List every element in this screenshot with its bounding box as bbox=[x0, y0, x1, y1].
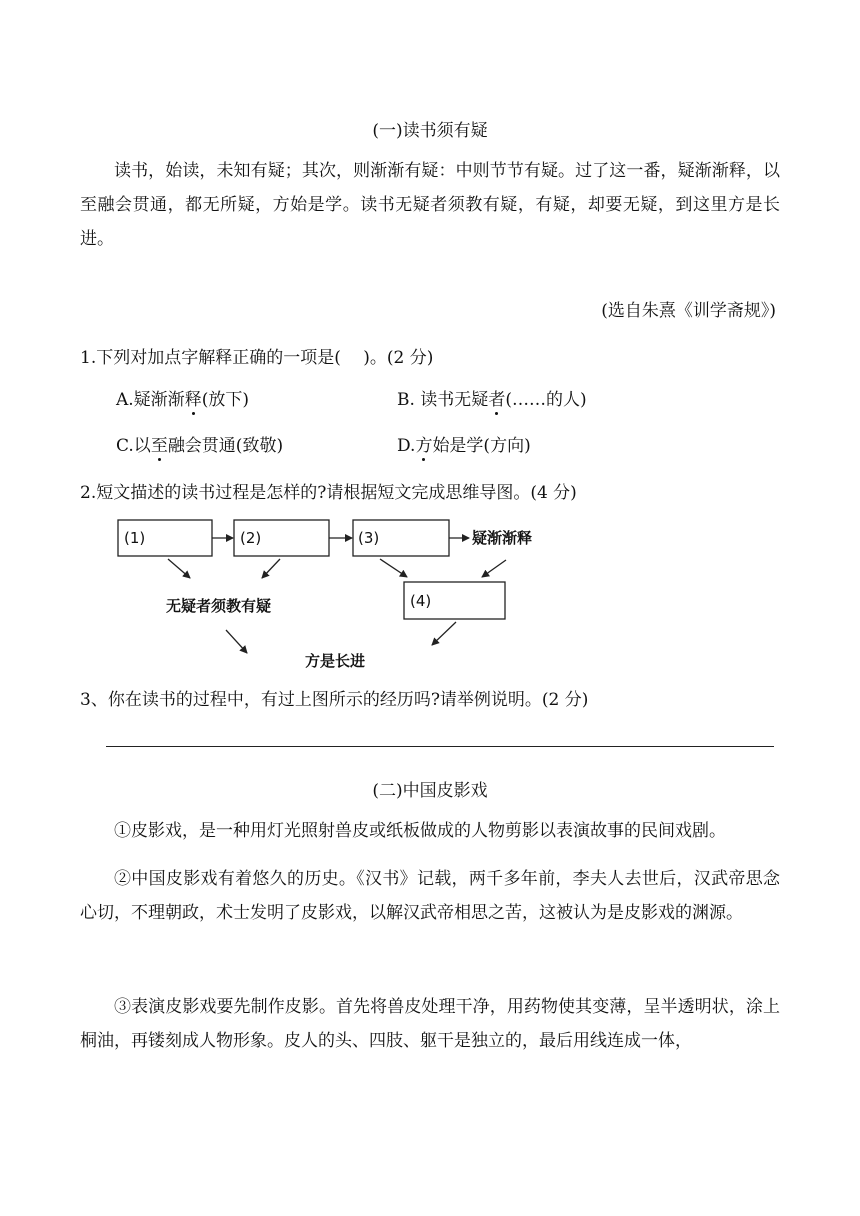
q1-option-b: B. 读书无疑者(……的人) bbox=[397, 385, 587, 410]
arrow bbox=[380, 559, 407, 577]
dotted-char: 方 bbox=[415, 431, 432, 456]
arrow bbox=[482, 560, 506, 577]
dotted-char: 者 bbox=[488, 385, 505, 410]
section2-p3: ③表演皮影戏要先制作皮影。首先将兽皮处理干净，用药物使其变薄，呈半透明状，涂上桐油，再镂刻成人物形象。皮人的头、四肢、躯干是独立的，最后用线连成一体， bbox=[80, 997, 780, 1051]
section1-paragraph: 读书，始读，未知有疑；其次，则渐渐有疑：中则节节有疑。过了这一番，疑渐渐释，以至融会贯通，都无所疑，方始是学。读书无疑者须教有疑，有疑，却要无疑，到这里方是长进。 bbox=[80, 161, 780, 249]
answer-line bbox=[106, 746, 774, 747]
section2-p1: ①皮影戏，是一种用灯光照射兽皮或纸板做成的人物剪影以表演故事的民间戏剧。 bbox=[114, 821, 726, 841]
section2-title: (二)中国皮影戏 bbox=[372, 781, 488, 801]
q1-stem: 1.下列对加点字解释正确的一项是( )。(2 分) bbox=[80, 348, 434, 368]
arrow bbox=[432, 622, 456, 645]
q3-stem: 3、你在读书的过程中，有过上图所示的经历吗?请举例说明。(2 分) bbox=[80, 690, 589, 710]
wuyi-label: 无疑者须教有疑 bbox=[166, 597, 272, 615]
q1-option-c: C.以至融会贯通(致敬) bbox=[116, 431, 283, 456]
arrow bbox=[262, 559, 280, 578]
q1-option-d: D.方始是学(方向) bbox=[397, 431, 531, 456]
section1-title: (一)读书须有疑 bbox=[372, 121, 488, 141]
box-2-label: (2) bbox=[240, 529, 262, 547]
arrow bbox=[168, 559, 190, 578]
box-1-label: (1) bbox=[124, 529, 146, 547]
arrow bbox=[226, 630, 247, 653]
q1-option-a: A.疑渐渐释(放下) bbox=[116, 385, 249, 410]
progress-label: 方是长进 bbox=[305, 652, 366, 670]
dotted-char: 至 bbox=[151, 431, 168, 456]
box-4-label: (4) bbox=[410, 592, 432, 610]
doubt-release-label: 疑渐渐释 bbox=[472, 529, 533, 547]
dotted-char: 释 bbox=[185, 385, 202, 410]
box-3-label: (3) bbox=[358, 529, 380, 547]
q2-stem: 2.短文描述的读书过程是怎样的?请根据短文完成思维导图。(4 分) bbox=[80, 483, 577, 503]
section2-p2: ②中国皮影戏有着悠久的历史。《汉书》记载，两千多年前，李夫人去世后，汉武帝思念心切，不理朝政，术士发明了皮影戏，以解汉武帝相思之苦，这被认为是皮影戏的渊源。 bbox=[80, 869, 780, 923]
section1-source: (选自朱熹《训学斋规》) bbox=[601, 301, 776, 321]
